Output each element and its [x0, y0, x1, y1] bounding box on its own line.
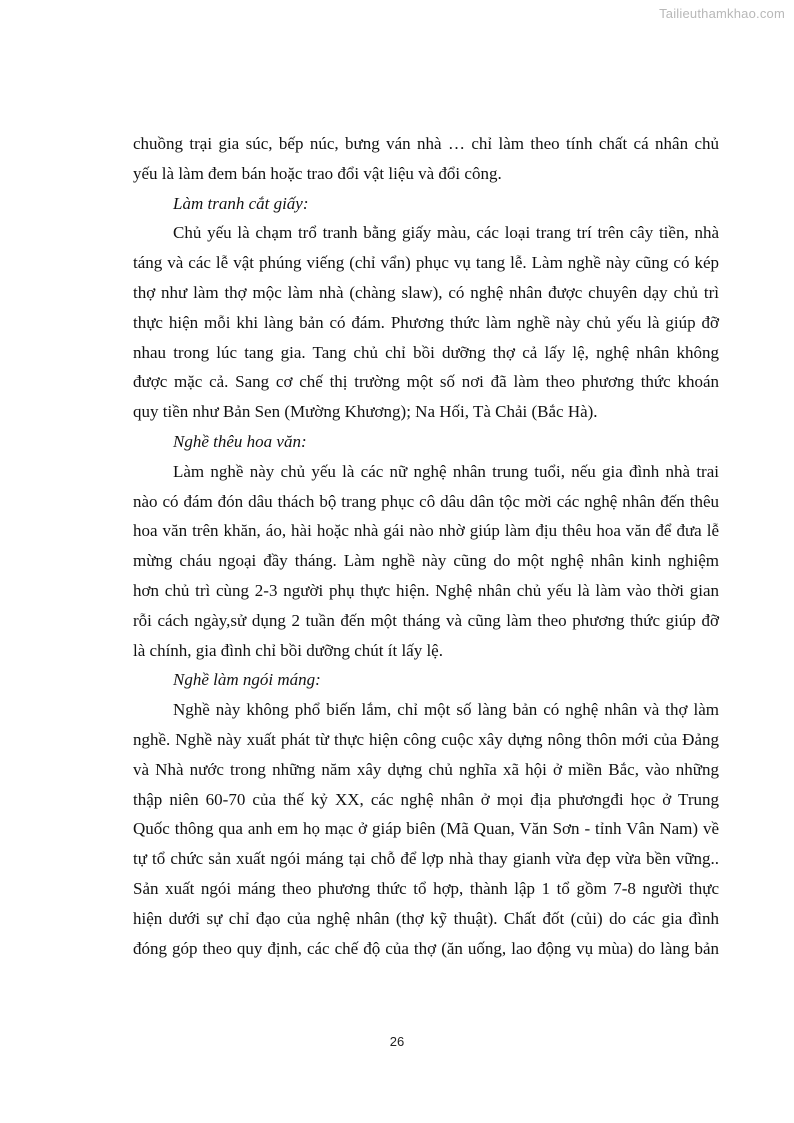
page-number: 26: [389, 1034, 405, 1049]
text-line: là chính, gia đình chỉ bồi dưỡng chút ít lấy lệ.: [133, 640, 443, 660]
text-line: nghề. Nghề này xuất phát từ thực hiện công cuộc xây dựng nông thôn mới của Đảng: [133, 729, 719, 749]
text-line: hiện dưới sự chỉ đạo của nghệ nhân (thợ kỹ thuật). Chất đốt (củi) do các gia đình: [133, 908, 719, 928]
text-line: quy tiền như Bản Sen (Mường Khương); Na Hối, Tà Chải (Bắc Hà).: [133, 402, 598, 422]
text-line: nào có đám đón dâu thách bộ trang phục cô dâu dân tộc mời các nghệ nhân đến thêu: [133, 491, 719, 511]
text-line: và Nhà nước trong những năm xây dựng chủ nghĩa xã hội ở miền Bắc, vào những: [133, 759, 719, 779]
text-line: thập niên 60-70 của thế kỷ XX, các nghệ nhân ở mọi địa phươngđi học ở Trung: [133, 789, 719, 809]
text-line: thợ như làm thợ mộc làm nhà (chàng slaw), có nghệ nhân được chuyên dạy chủ trì: [133, 282, 719, 302]
text-line: chuồng trại gia súc, bếp núc, bưng ván nhà … chỉ làm theo tính chất cá nhân chủ: [133, 134, 719, 153]
text-line: hơn chủ trì cùng 2-3 người phụ thực hiện. Nghệ nhân chủ yếu là làm vào thời gian: [133, 580, 719, 600]
text-line: hoa văn trên khăn, áo, hài hoặc nhà gái nào nhờ giúp làm địu thêu hoa văn để đưa lễ: [133, 521, 719, 541]
text-line: tự tổ chức sản xuất ngói máng tại chỗ để lợp nhà thay gianh vừa đẹp vừa bền vững..: [133, 849, 719, 869]
section-heading: Làm tranh cắt giấy:: [173, 193, 309, 213]
text-line: thực hiện mỗi khi làng bản có đám. Phương thức làm nghề này chủ yếu là giúp đỡ: [133, 312, 719, 332]
section-heading: Nghề thêu hoa văn:: [173, 431, 307, 451]
text-line: rỗi cách ngày,sử dụng 2 tuần đến một tháng và cũng làm theo phương thức giúp đỡ: [133, 610, 719, 630]
watermark: Tailieuthamkhao.com: [659, 6, 785, 21]
section-heading: Nghề làm ngói máng:: [173, 670, 321, 690]
text-line: Sản xuất ngói máng theo phương thức tổ hợp, thành lập 1 tổ gồm 7-8 người thực: [133, 878, 719, 898]
text-line: đóng góp theo quy định, các chế độ của thợ (ăn uống, lao động vụ mùa) do làng bản: [133, 938, 719, 958]
page-body: [133, 129, 719, 963]
text-line: Nghề này không phổ biến lắm, chỉ một số làng bản có nghệ nhân và thợ làm: [173, 700, 719, 720]
text-line: nhau trong lúc tang gia. Tang chủ chỉ bồi dưỡng thợ cả lấy lệ, nghệ nhân không: [133, 342, 719, 362]
text-line: mừng cháu ngoại đầy tháng. Làm nghề này cũng do một nghệ nhân kinh nghiệm: [133, 551, 719, 571]
text-line: Quốc thông qua anh em họ mạc ở giáp biên (Mã Quan, Văn Sơn - tỉnh Vân Nam) về: [133, 819, 719, 839]
text-line: Chủ yếu là chạm trổ tranh bằng giấy màu, các loại trang trí trên cây tiền, nhà: [173, 223, 719, 243]
text-line: yếu là làm đem bán hoặc trao đổi vật liệu và đổi công.: [133, 163, 502, 183]
text-line: táng và các lễ vật phúng viếng (chỉ vẩn) phục vụ tang lễ. Làm nghề này cũng có kép: [133, 253, 719, 273]
text-line: Làm nghề này chủ yếu là các nữ nghệ nhân trung tuổi, nếu gia đình nhà trai: [173, 461, 719, 481]
text-line: được mặc cả. Sang cơ chế thị trường một số nơi đã làm theo phương thức khoán: [133, 372, 719, 392]
